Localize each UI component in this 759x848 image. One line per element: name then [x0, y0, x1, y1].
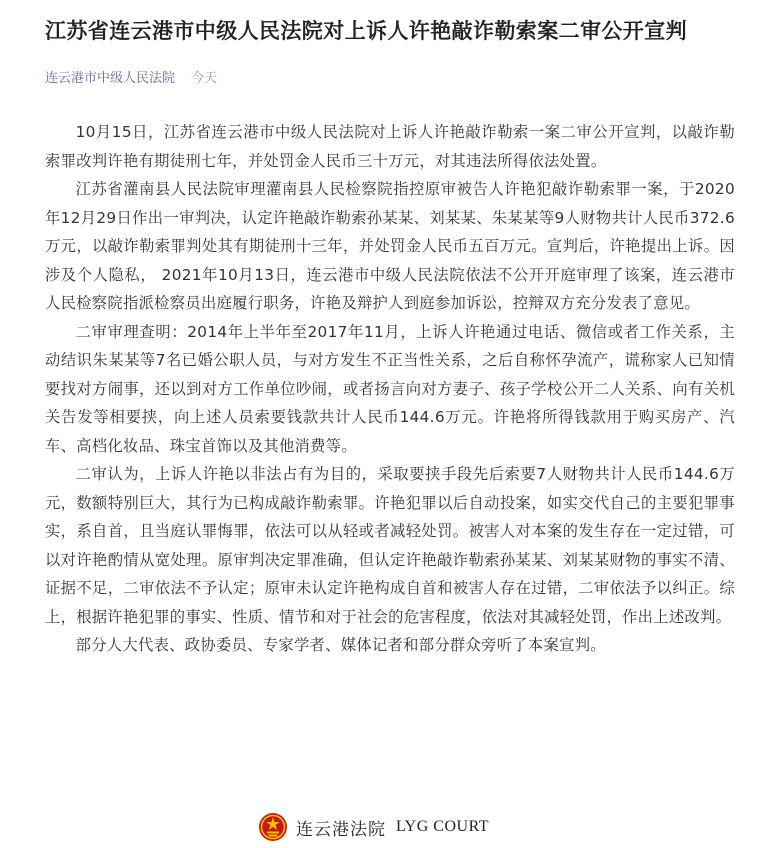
paragraph: 部分人大代表、政协委员、专家学者、媒体记者和部分群众旁听了本案宣判。	[75, 636, 606, 654]
article	[45, 14, 735, 660]
source-account-link[interactable]: 连云港市中级人民法院	[45, 71, 176, 86]
article-meta	[45, 69, 735, 89]
court-name-en: LYG COURT	[396, 818, 490, 835]
paragraph: 二审审理查明：2014年上半年至2017年11月，上诉人许艳通过电话、微信或者工作关系，主动结识朱某某等7名已婚公职人员，与对方发生不正当性关系，之后自称怀孕流产，谎称家人已知情要找对方闹事，还以到对方工作单位吵闹，或者扬言向对方妻子、孩子学校公开二人关系、向有关机关告发等相要挟，向上述人员索要钱款共计人民币144.6万元。许艳将所得钱款用于购买房产、汽车、高档化妆品、珠宝首饰以及其他消费等。	[45, 322, 735, 455]
article-title: 江苏省连云港市中级人民法院对上诉人许艳敲诈勒索案二审公开宣判	[45, 19, 687, 43]
paragraph: 二审认为，上诉人许艳以非法占有为目的，采取要挟手段先后索要7人财物共计人民币144.6万元，数额特别巨大，其行为已构成敲诈勒索罪。许艳犯罪以后自动投案，如实交代自己的主要犯罪事实，系自首，且当庭认罪悔罪，依法可以从轻或者减轻处罚。被害人对本案的发生存在一定过错，可以对许艳酌情从宽处理。原审判决定罪准确，但认定许艳敲诈勒索孙某某、刘某某财物的事实不清、证据不足，二审依法不予认定；原审未认定许艳构成自首和被害人存在过错，二审依法予以纠正。综上，根据许艳犯罪的事实、性质、情节和对于社会的危害程度，依法对其减轻处罚，作出上述改判。	[45, 465, 735, 626]
paragraph: 10月15日，江苏省连云港市中级人民法院对上诉人许艳敲诈勒索一案二审公开宣判，以敲诈勒索罪改判许艳有期徒刑七年，并处罚金人民币三十万元，对其违法所得依法处置。	[45, 123, 735, 170]
court-watermark	[258, 813, 489, 841]
court-emblem-icon	[258, 812, 288, 842]
publish-date: 今天	[191, 71, 218, 86]
court-name-cn: 连云港法院	[296, 819, 386, 840]
paragraph: 江苏省灌南县人民法院审理灌南县人民检察院指控原审被告人许艳犯敲诈勒索罪一案，于2020年12月29日作出一审判决，认定许艳敲诈勒索孙某某、刘某某、朱某某等9人财物共计人民币372.6万元，以敲诈勒索罪判处其有期徒刑十三年，并处罚金人民币五百万元。宣判后，许艳提出上诉。因涉及个人隐私， 2021年10月13日，连云港市中级人民法院依法不公开开庭审理了该案，连云港市人民检察院指派检察员出庭履行职务，许艳及辩护人到庭参加诉讼，控辩双方充分发表了意见。	[45, 180, 735, 312]
article-body	[45, 118, 735, 660]
